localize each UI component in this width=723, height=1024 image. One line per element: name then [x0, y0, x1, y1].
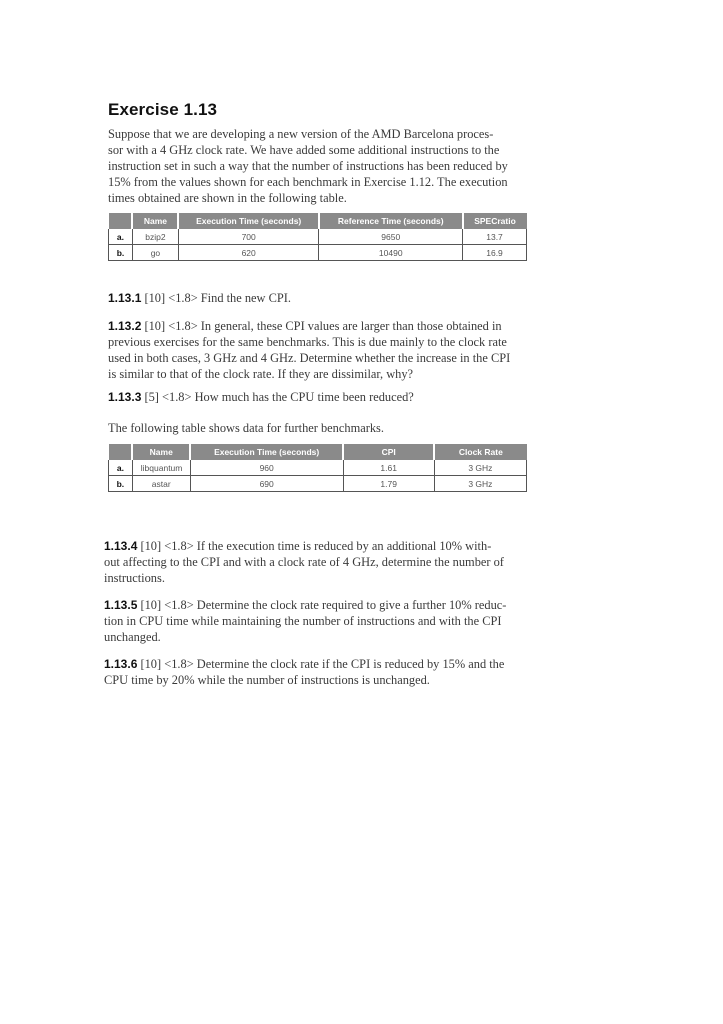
question-line: used in both cases, 3 GHz and 4 GHz. Determine whether the increase in the CPI: [108, 351, 511, 365]
question-line: tion in CPU time while maintaining the number of instructions and with the CPI: [104, 614, 502, 628]
table-cell: bzip2: [132, 229, 178, 245]
question-1-13-6: [104, 656, 522, 688]
table-cell: 1.61: [343, 460, 434, 476]
intro-line: instruction set in such a way that the number of instructions has been reduced by: [108, 159, 508, 173]
table-cell: libquantum: [132, 460, 190, 476]
table-row: [109, 460, 527, 476]
table-cell: 700: [178, 229, 319, 245]
table-header-blank: [109, 213, 133, 229]
table-cell: 620: [178, 245, 319, 261]
table-header-row: [109, 213, 527, 229]
row-label: a.: [109, 229, 133, 245]
question-number: 1.13.2: [108, 319, 142, 333]
table-header: Name: [132, 213, 178, 229]
question-line: [10] <1.8> In general, these CPI values are larger than those obtained in: [144, 319, 502, 333]
table-cell: 690: [190, 476, 343, 492]
table-header: Execution Time (seconds): [178, 213, 319, 229]
benchmark-table-1: [108, 213, 527, 261]
question-line: [10] <1.8> Determine the clock rate required to give a further 10% reduc-: [140, 598, 507, 612]
question-line: [5] <1.8> How much has the CPU time been reduced?: [144, 390, 414, 404]
table-header: Reference Time (seconds): [319, 213, 463, 229]
table-2-intro: [108, 420, 526, 436]
table-header: Name: [132, 444, 190, 460]
question-1-13-2: [108, 318, 526, 382]
question-number: 1.13.3: [108, 390, 142, 404]
question-1-13-1: [108, 290, 526, 306]
question-line: out affecting to the CPI and with a clock rate of 4 GHz, determine the number of: [104, 555, 504, 569]
question-line: [10] <1.8> If the execution time is reduced by an additional 10% with-: [140, 539, 492, 553]
question-line: [10] <1.8> Determine the clock rate if the CPI is reduced by 15% and the: [140, 657, 505, 671]
table-header: Clock Rate: [434, 444, 526, 460]
row-label: a.: [109, 460, 133, 476]
table-header: Execution Time (seconds): [190, 444, 343, 460]
exercise-title: Exercise 1.13: [108, 100, 218, 119]
question-line: is similar to that of the clock rate. If they are dissimilar, why?: [108, 367, 414, 381]
table-row: [109, 476, 527, 492]
table-cell: 3 GHz: [434, 476, 526, 492]
intro-line: 15% from the values shown for each benchmark in Exercise 1.12. The execution: [108, 175, 508, 189]
table-cell: 16.9: [463, 245, 527, 261]
question-number: 1.13.1: [108, 291, 142, 305]
table-cell: go: [132, 245, 178, 261]
table-header: CPI: [343, 444, 434, 460]
table-cell: 10490: [319, 245, 463, 261]
question-1-13-4: [104, 538, 522, 586]
question-line: previous exercises for the same benchmarks. This is due mainly to the clock rate: [108, 335, 507, 349]
question-number: 1.13.6: [104, 657, 138, 671]
table-row: [109, 245, 527, 261]
table-header-blank: [109, 444, 133, 460]
table-row: [109, 229, 527, 245]
row-label: b.: [109, 245, 133, 261]
table-cell: 1.79: [343, 476, 434, 492]
question-line: instructions.: [104, 571, 165, 585]
table-cell: 3 GHz: [434, 460, 526, 476]
benchmark-table-2: [108, 444, 527, 492]
question-1-13-3: [108, 389, 526, 405]
table-cell: astar: [132, 476, 190, 492]
intro-paragraph: [108, 126, 526, 206]
question-line: unchanged.: [104, 630, 161, 644]
table-header-row: [109, 444, 527, 460]
intro-line: times obtained are shown in the following table.: [108, 191, 347, 205]
question-1-13-5: [104, 597, 522, 645]
intro-line: Suppose that we are developing a new version of the AMD Barcelona proces-: [108, 127, 494, 141]
table-cell: 13.7: [463, 229, 527, 245]
question-number: 1.13.4: [104, 539, 138, 553]
question-line: CPU time by 20% while the number of instructions is unchanged.: [104, 673, 430, 687]
table-cell: 9650: [319, 229, 463, 245]
table-2-intro-text: The following table shows data for further benchmarks.: [108, 421, 384, 435]
question-number: 1.13.5: [104, 598, 138, 612]
table-header: SPECratio: [463, 213, 527, 229]
table-cell: 960: [190, 460, 343, 476]
intro-line: sor with a 4 GHz clock rate. We have added some additional instructions to the: [108, 143, 500, 157]
question-line: [10] <1.8> Find the new CPI.: [144, 291, 291, 305]
row-label: b.: [109, 476, 133, 492]
